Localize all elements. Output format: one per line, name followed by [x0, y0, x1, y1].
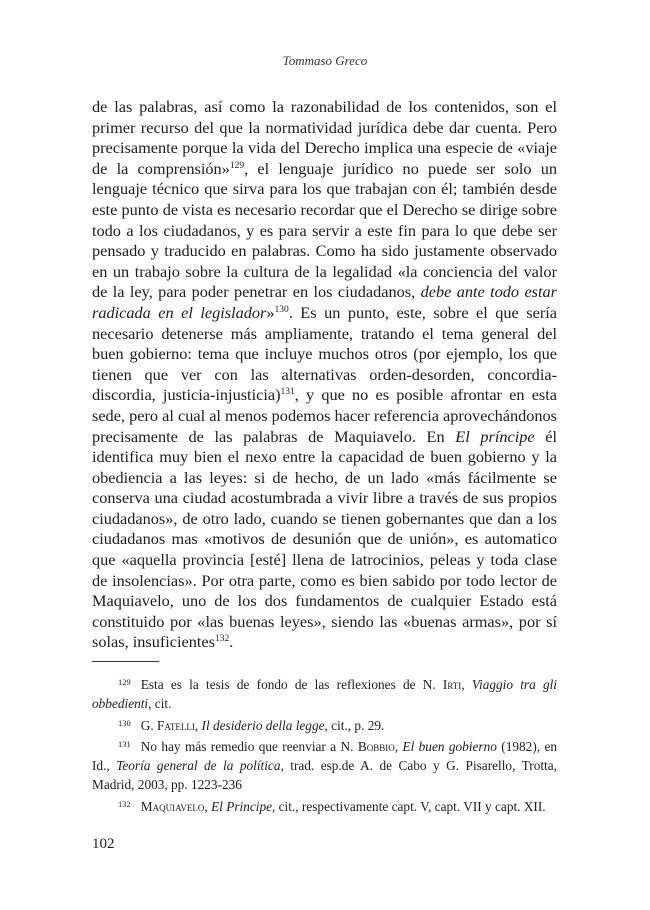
footnote-ref-129[interactable]: 129: [229, 160, 245, 171]
running-head: Tommaso Greco: [282, 53, 368, 68]
footnote-text: ,: [394, 738, 403, 754]
footnote-text: , cit., p. 29.: [324, 717, 385, 733]
footnote-text: , trad. esp.de A. de Cabo y G. Pisarello, Trotta, Madrid, 2003, pp. 1223-236: [92, 758, 557, 793]
footnote-131: [92, 735, 557, 795]
main-paragraph: [92, 97, 557, 653]
body-segment: , y que no es posible afrontar en esta sede, pero al cual al menos podemos hacer referencia aprovechándonos precisamente de las palabras de Maquiavelo. En: [92, 385, 558, 446]
work-title: Viaggio tra gli obbedienti: [92, 677, 558, 712]
footnotes: [92, 673, 557, 816]
body-segment: .: [229, 632, 234, 652]
body-text: [92, 97, 557, 653]
footnote-ref-131[interactable]: 131: [280, 387, 295, 398]
page-number: 102: [92, 836, 115, 852]
body-segment: , el lenguaje jurídico no puede ser solo un lenguaje técnico que sirva para los que trabajan con él; también desde este punto de vista es necesario recordar que el Derecho se dirige sobre todo a los ciudadanos, y es para servir a este fin para lo que debe ser pensado y traducido en palabras. Como ha sido justamente observado en un trabajo sobre la cultura de la legalidad «la conciencia del valor de la ley, para poder penetrar en los ciudadanos,: [92, 158, 558, 302]
work-title: Teoría general de la política: [116, 758, 281, 774]
author-name: G. Fatelli: [140, 717, 195, 733]
author-name: N. Irti: [422, 677, 462, 692]
author-name: Maquiavelo: [140, 798, 205, 814]
work-title: El buen gobierno: [402, 738, 497, 754]
footnote-text: , cit.: [148, 696, 172, 712]
author-name: N. Bobbio: [340, 738, 395, 754]
italic-quote: debe ante todo estar radicada en el legislador: [92, 282, 558, 322]
work-title: El Principe: [211, 798, 272, 814]
footnote-text: Esta es la tesis de fondo de las reflexiones de: [140, 677, 423, 692]
footnote-text: ,: [204, 798, 212, 814]
footnote-number: 131: [118, 738, 131, 749]
work-title: Il desiderio della legge: [201, 717, 325, 733]
footnote-129: [92, 673, 557, 714]
footnote-text: , cit., respectivamente capt. V, capt. VII y capt. XII.: [272, 798, 546, 814]
footnote-130: [92, 714, 557, 735]
footnote-132: [92, 795, 557, 816]
footnote-text: No hay más remedio que reenviar a: [140, 738, 341, 754]
body-segment: de las palabras, así como la razonabilidad de los contenidos, son el primer recurso del que la normatividad jurídica debe dar cuenta. Pero precisamente porque la vida del Derecho implica una especie de «viaje de la comprensión»: [92, 97, 557, 178]
footnote-ref-132[interactable]: 132: [215, 634, 230, 645]
body-segment: . Es un punto, este, sobre el que sería necesario detenerse más ampliamente, tratando el tema general del buen gobierno: tema que incluye muchos otros (por ejemplo, los que tienen que ver con las alternativas orden-desorden, concordia-discordia, justicia-injusticia): [92, 302, 557, 405]
footnote-text: ,: [194, 717, 202, 733]
footnote-text: (1982), en Id.,: [92, 738, 558, 774]
footnote-ref-130[interactable]: 130: [274, 304, 289, 315]
body-segment: »: [266, 302, 275, 322]
footnote-number: 129: [118, 677, 131, 687]
book-title: El príncipe: [455, 426, 535, 446]
footnote-number: 132: [118, 798, 131, 809]
footnote-separator: [92, 661, 159, 662]
body-segment: él identifica muy bien el nexo entre la capacidad de buen gobierno y la obediencia a las leyes: si de hecho, de un lado «más fácilmente se conserva una ciudad acostumbrada a vivir libre a través de sus propios ciudadanos», de otro lado, cuando se tienen gobernantes que dan a los ciudadanos mas «motivos de desunión que de unión», es automatico que «aquella provincia [esté] llena de latrocinios, peleas y toda clase de insolencias». Por otra parte, como es bien sabido por todo lector de Maquiavelo, uno de los dos fundamentos de cualquier Estado está constituido por «las buenas leyes», siendo las «buenas armas», por sí solas, insuficientes: [92, 426, 558, 652]
footnote-text: ,: [461, 677, 472, 692]
footnote-number: 130: [118, 717, 131, 728]
